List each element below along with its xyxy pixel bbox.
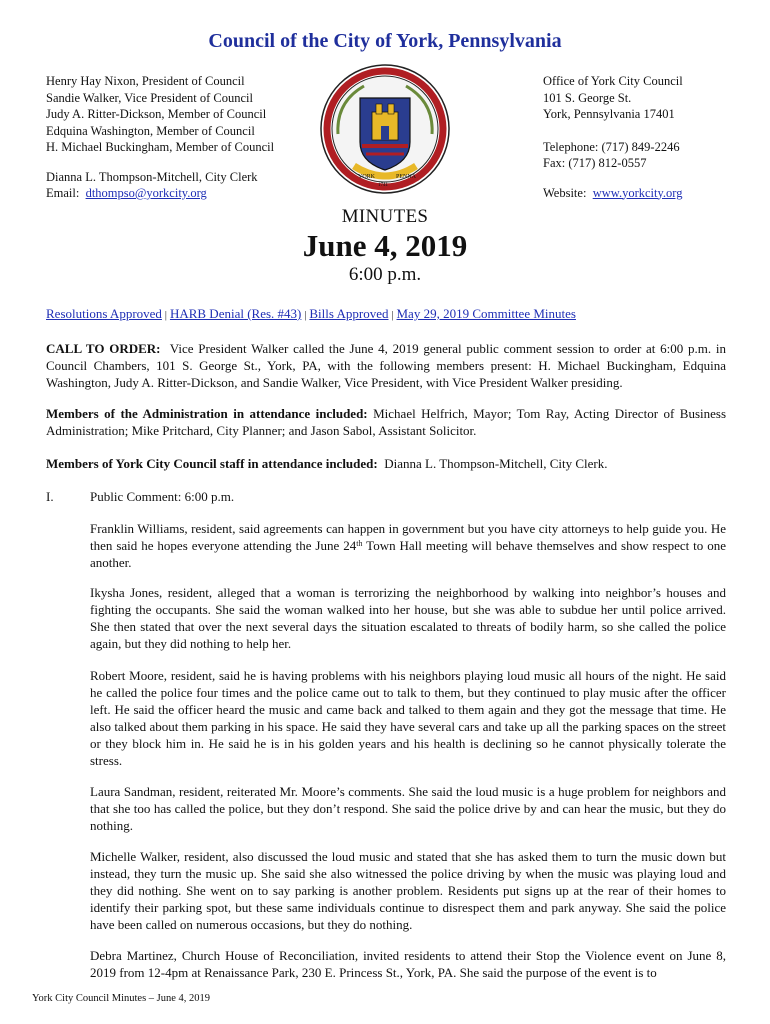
seal-text-right: PENNA — [396, 174, 417, 180]
administration-label: Members of the Administration in attendance included: — [46, 406, 368, 421]
call-to-order-label: CALL TO ORDER: — [46, 341, 161, 356]
comment-paragraph — [90, 520, 726, 571]
staff-text: Dianna L. Thompson-Mitchell, City Clerk. — [384, 456, 608, 471]
comment-paragraph: Robert Moore, resident, said he is having problems with his neighbors playing loud music all hours of the night. He said he called the police four times and the police came out to talk to them, but they continued to play music after the officer left. He said the officer heard the music and came back and talked to them again and they got the message that time. He also talked about them parking in his space. He said they have several cars and take up all the parking spaces on the street or they block him in. He said he is in his golden years and his health is declining so he cannot physically tolerate the stress. — [90, 668, 726, 768]
council-members-block — [46, 73, 274, 202]
link-resolutions-approved[interactable]: Resolutions Approved — [46, 306, 162, 321]
staff-label: Members of York City Council staff in attendance included: — [46, 456, 378, 471]
page-footer: York City Council Minutes – June 4, 2019 — [32, 993, 211, 1004]
website-label: Website: — [543, 185, 587, 200]
comment-text: Town Hall meeting will behave themselves and show respect to one another. — [90, 538, 726, 570]
call-to-order-paragraph — [46, 340, 726, 391]
meeting-date: June 4, 2019 — [302, 228, 468, 263]
link-bills-approved[interactable]: Bills Approved — [309, 306, 389, 321]
link-separator: | — [391, 310, 394, 321]
comment-paragraph: Michelle Walker, resident, also discussed the loud music and stated that she has asked them to turn the music down but instead, they turn the music up. She said she also witnessed the police driving by when the music was playing loud and they did nothing. She went on to say parking is another problem. Residents put signs up at the rear of their homes to identify their parking spot, but these same individuals continue to disrespect them and park anyway. She said the police have been called on numerous occasions, but they do nothing. — [90, 849, 726, 932]
email-link[interactable]: dthompso@yorkcity.org — [85, 186, 207, 200]
fax: Fax: (717) 812-0557 — [543, 156, 647, 170]
link-harb-denial[interactable]: HARB Denial (Res. #43) — [169, 306, 302, 321]
call-to-order-text: Vice President Walker called the June 4, 2019 general public comment session to order at 6:00 p.m. in Council Chambers, 101 S. George St., York, PA, with the following members present: H. Michael Buckingham, Edquina Washington, Judy A. Ritter-Dickson, and Sandie Walker, Vice President, with Vice President Walker presiding. — [46, 341, 726, 390]
link-separator: | — [164, 310, 167, 321]
council-member: Edquina Washington, Member of Council — [46, 123, 255, 138]
ordinal-suffix: th — [356, 539, 363, 548]
seal-text-left: YORK — [358, 174, 376, 180]
email-label: Email: — [46, 186, 80, 200]
office-name: Office of York City Council — [543, 74, 683, 88]
administration-text: Michael Helfrich, Mayor; Tom Ray, Acting Director of Business Administration; Mike Pritchard, City Planner; and Jason Sabol, Assistant Solicitor. — [46, 406, 726, 438]
city-clerk: Dianna L. Thompson-Mitchell, City Clerk — [46, 169, 258, 184]
office-street: 101 S. George St. — [543, 90, 632, 105]
minutes-label: MINUTES — [341, 206, 429, 227]
email-line — [46, 185, 274, 202]
city-seal — [318, 62, 452, 196]
comment-paragraph: Ikysha Jones, resident, alleged that a woman is terrorizing the neighborhood by walking into neighbor’s houses and fighting the occupants. She said the woman walked into her house, but she was able to subdue her until police arrived. She then stated that over the next several days the situation escalated to threats of bodily harm, so she called the police again, but they did nothing to help her. — [90, 585, 726, 651]
office-block — [543, 73, 683, 201]
comment-text: Franklin Williams, resident, said agreements can happen in government but you have city attorneys to help guide you. He then said he hopes everyone attending the June 24 — [90, 521, 726, 553]
website-line — [543, 185, 683, 202]
council-member: Judy A. Ritter-Dickson, Member of Council — [46, 107, 267, 121]
link-committee-minutes[interactable]: May 29, 2019 Committee Minutes — [396, 306, 576, 321]
meeting-time: 6:00 p.m. — [348, 264, 422, 285]
comment-paragraph: Debra Martinez, Church House of Reconciliation, invited residents to attend their Stop the Violence event on June 8, 2019 from 12-4pm at Renaissance Park, 230 E. Princess St., York, PA. She said the purpose of the event is to — [90, 948, 726, 980]
seal-text-bottom: 1741 — [378, 183, 388, 188]
comment-paragraph: Laura Sandman, resident, reiterated Mr. Moore’s comments. She said the loud music is a huge problem for neighbors and that she too has called the police, but they don’t respond. She said the police drive by and can hear the music, but they do nothing. — [90, 784, 726, 833]
website-link[interactable]: www.yorkcity.org — [592, 185, 683, 200]
quick-links-bar — [46, 306, 576, 322]
council-member: Henry Hay Nixon, President of Council — [46, 74, 245, 88]
item-number: I. — [46, 489, 54, 504]
staff-paragraph — [46, 455, 726, 472]
council-member: H. Michael Buckingham, Member of Council — [46, 140, 275, 154]
council-title: Council of the City of York, Pennsylvania — [208, 30, 562, 52]
office-city: York, Pennsylvania 17401 — [543, 107, 675, 121]
council-member: Sandie Walker, Vice President of Council — [46, 90, 253, 105]
telephone: Telephone: (717) 849-2246 — [543, 139, 680, 154]
item-title: Public Comment: 6:00 p.m. — [90, 489, 235, 504]
administration-paragraph — [46, 405, 726, 439]
link-separator: | — [304, 310, 307, 321]
